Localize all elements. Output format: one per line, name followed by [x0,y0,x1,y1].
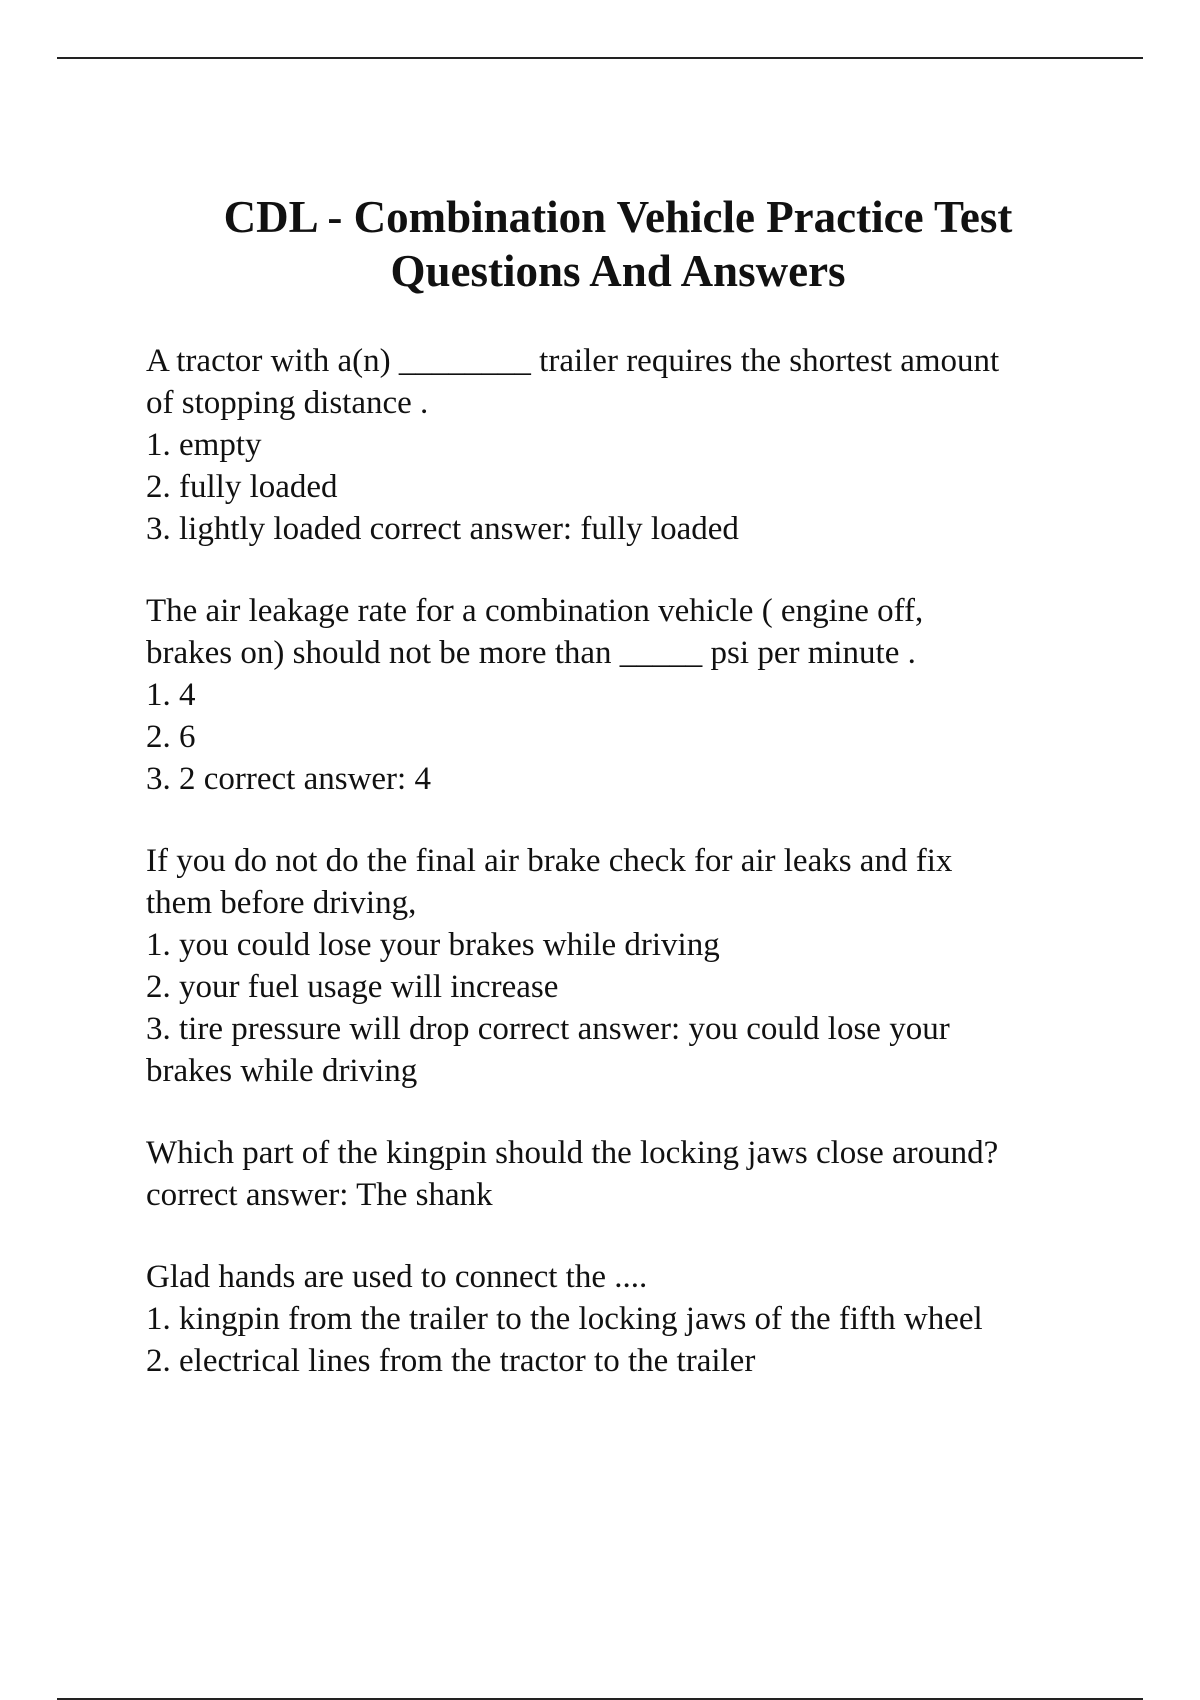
top-rule [57,57,1143,59]
question-2-option-1: 1. 4 [146,677,196,713]
question-1-option-2: 2. fully loaded [146,469,338,505]
question-5-option-2: 2. electrical lines from the tractor to the trailer [146,1343,756,1379]
question-block-5 [146,1256,1106,1382]
question-3-line-2: them before driving, [146,885,417,921]
question-3-option-2: 2. your fuel usage will increase [146,969,559,1005]
question-3-option-3-answer: 3. tire pressure will drop correct answer: you could lose your [146,1011,950,1047]
question-2-option-3-answer: 3. 2 correct answer: 4 [146,761,431,797]
question-3-line-1: If you do not do the final air brake check for air leaks and fix [146,843,953,879]
title-line-1: CDL - Combination Vehicle Practice Test [223,192,1013,242]
question-3-answer-continued: brakes while driving [146,1053,418,1089]
question-1-line-2: of stopping distance . [146,385,429,421]
question-3-option-1: 1. you could lose your brakes while driving [146,927,720,963]
question-4-line-1: Which part of the kingpin should the locking jaws close around? [146,1135,999,1171]
question-2-line-2: brakes on) should not be more than _____ psi per minute . [146,635,916,671]
question-2-line-1: The air leakage rate for a combination vehicle ( engine off, [146,593,924,629]
page-title [0,190,1200,298]
question-5-line-1: Glad hands are used to connect the .... [146,1259,648,1295]
question-block-2 [146,590,1106,800]
question-list [146,340,1106,1422]
question-1-line-1: A tractor with a(n) ________ trailer requires the shortest amount [146,343,1000,379]
question-2-option-2: 2. 6 [146,719,196,755]
question-5-option-1: 1. kingpin from the trailer to the locking jaws of the fifth wheel [146,1301,983,1337]
question-block-3 [146,840,1106,1092]
question-4-answer: correct answer: The shank [146,1177,493,1213]
question-1-option-1: 1. empty [146,427,262,463]
title-line-2: Questions And Answers [390,246,846,296]
question-block-1 [146,340,1106,550]
question-block-4 [146,1132,1106,1216]
question-1-option-3-answer: 3. lightly loaded correct answer: fully loaded [146,511,739,547]
